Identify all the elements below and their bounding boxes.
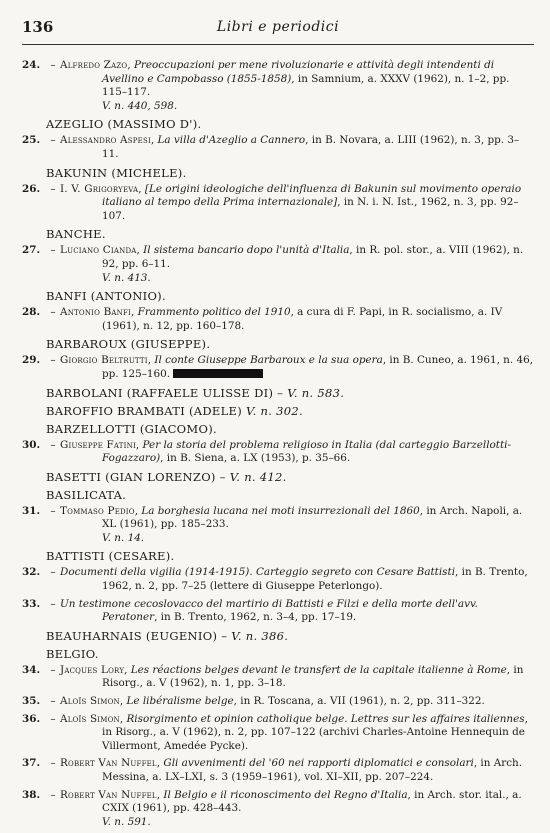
entry-publication: , in Arch. Napoli, a. XL (1961), pp. 185–233. bbox=[102, 504, 523, 531]
bibliography-entry: 35. – Aloïs Simon, Le libéralisme belge, in R. Toscana, a. VII (1961), n. 2, pp. 311–322. bbox=[22, 695, 485, 708]
bibliography-entry: 24. – Alfredo Zazo, Preoccupazioni per mene rivoluzionarie e attività degli intendenti di Avellino e Campobasso (1855-1858), in Samnium, a. XXXV (1962), n. 1–2, pp. 115–117. V. n. 440, 598. bbox=[22, 59, 510, 112]
entry-number: 33. bbox=[22, 597, 41, 610]
cross-reference: V. n. 386. bbox=[231, 628, 289, 643]
cross-reference: V. n. 14. bbox=[102, 531, 145, 544]
entry-author: Antonio Banfi bbox=[60, 306, 132, 319]
subject-heading bbox=[22, 422, 534, 436]
entry-dash: – bbox=[50, 597, 56, 610]
entry-publication: , in Arch. Messina, a. LX–LXI, s. 3 (1959–1961), vol. XI–XII, pp. 207–224. bbox=[102, 757, 523, 783]
entry-dash: – bbox=[50, 354, 56, 367]
redacted-mark bbox=[173, 369, 263, 378]
entry-publication: , in B. Siena, a. LX (1953), p. 35–66. bbox=[160, 452, 351, 465]
entry-dash: – bbox=[50, 59, 56, 71]
entry-number: 29. bbox=[22, 354, 41, 367]
entry-dash: – bbox=[50, 566, 56, 579]
page-number: 136 bbox=[22, 18, 54, 36]
entry-title: Per la storia del problema religioso in Italia (dal carteggio Barzellotti-Fogazzaro) bbox=[102, 438, 511, 465]
entry-dash: – bbox=[50, 244, 56, 257]
subject-heading bbox=[22, 386, 534, 400]
entry-number: 27. bbox=[22, 244, 41, 257]
subject-heading bbox=[22, 337, 534, 351]
entry-author: Giorgio Beltrutti bbox=[60, 354, 148, 367]
bibliography-entry: 37. – Robert Van Nuffel, Gli avvenimenti del '60 nei rapporti diplomatici e consolari, in Arch. Messina, a. LX–LXI, s. 3 (1959–1961), vol. XI–XII, pp. 207–224. bbox=[22, 757, 523, 783]
subject-heading bbox=[22, 227, 534, 241]
heading-text: BASETTI (GIAN LORENZO) – bbox=[46, 469, 226, 484]
page bbox=[22, 18, 534, 833]
heading-text: BANFI (ANTONIO). bbox=[46, 289, 166, 304]
bibliography-entry: 30. – Giuseppe Fatini, Per la storia del problema religioso in Italia (dal carteggio Barzellotti-Fogazzaro), in B. Siena, a. LX (1953), p. 35–66. bbox=[22, 438, 511, 465]
entry-publication: , in R. pol. stor., a. VIII (1962), n. 92, pp. 6–11. bbox=[102, 244, 524, 270]
heading-text: BAKUNIN (MICHELE). bbox=[46, 165, 187, 180]
subject-heading bbox=[22, 404, 534, 418]
cross-reference: V. n. 583. bbox=[287, 385, 345, 400]
entry-author: I. V. Grigoryeva bbox=[60, 182, 139, 195]
entry-title: Le libéralisme belge bbox=[126, 695, 234, 708]
entry-publication: , in R. Toscana, a. VII (1961), n. 2, pp. 311–322. bbox=[233, 695, 485, 708]
entry-author: Alfredo Zazo bbox=[60, 59, 128, 71]
entry-number: 31. bbox=[22, 504, 41, 517]
entry-title: Preoccupazioni per mene rivoluzionarie e attività degli intendenti di Avellino e Campobasso (1855-1858) bbox=[102, 59, 495, 85]
entry-number: 30. bbox=[22, 438, 41, 451]
entry-number: 35. bbox=[22, 695, 41, 708]
entry-publication: , in B. Cuneo, a. 1961, n. 46, pp. 125–160. bbox=[102, 354, 533, 380]
entry-author: Tommaso Pedio bbox=[60, 504, 135, 517]
entry-author: Alessandro Aspesi bbox=[60, 134, 151, 147]
entry-author: Aloïs Simon bbox=[60, 695, 120, 708]
heading-text: BANCHE. bbox=[46, 227, 106, 242]
subject-heading bbox=[22, 629, 534, 643]
bibliography-entry: 31. – Tommaso Pedio, La borghesia lucana nei moti insurrezionali del 1860, in Arch. Napoli, a. XL (1961), pp. 185–233. V. n. 14. bbox=[22, 504, 523, 544]
entry-dash: – bbox=[50, 788, 56, 801]
entry-title: Les réactions belges devant le transfert de la capitale italienne à Rome bbox=[130, 663, 507, 676]
entry-author: Luciano Cianda bbox=[60, 244, 137, 257]
entry-author: Robert Van Nuffel bbox=[60, 757, 157, 770]
heading-text: BATTISTI (CESARE). bbox=[46, 549, 175, 564]
bibliography-entry: 34. – Jacques Lory, Les réactions belges devant le transfert de la capitale italienne à Rome, in Risorg., a. V (1962), n. 1, pp. 3–18. bbox=[22, 663, 524, 690]
bibliography-entry bbox=[22, 598, 534, 625]
entry-title: Il Belgio e il riconoscimento del Regno d'Italia bbox=[163, 788, 408, 801]
heading-text: BASILICATA. bbox=[46, 487, 127, 502]
entry-publication: , in B. Trento, 1962, n. 2, pp. 7–25 (lettere di Giuseppe Peterlongo). bbox=[102, 566, 528, 593]
entry-dash: – bbox=[50, 663, 56, 676]
bibliography-entry: 26. – I. V. Grigoryeva, [Le origini ideologiche dell'influenza di Bakunin sul movimento operaio italiano al tempo della Prima internazionale], in N. i. N. Ist., 1962, n. 3, pp. 92–107. bbox=[22, 182, 522, 222]
entry-number: 38. bbox=[22, 788, 41, 801]
entry-dash: – bbox=[50, 438, 56, 451]
cross-reference: V. n. 413. bbox=[102, 271, 151, 284]
entry-publication: , in Samnium, a. XXXV (1962), n. 1–2, pp. 115–117. bbox=[102, 72, 510, 99]
cross-reference: V. n. 440, 598. bbox=[102, 99, 178, 112]
entry-title: Documenti della vigilia (1914-1915). Carteggio segreto con Cesare Battisti bbox=[60, 566, 456, 579]
entry-title: Il conte Giuseppe Barbaroux e la sua opera bbox=[154, 354, 383, 367]
bibliography-entry: 28. – Antonio Banfi, Frammento politico del 1910, a cura di F. Papi, in R. socialismo, a. IV (1961), n. 12, pp. 160–178. bbox=[22, 306, 503, 332]
entry-number: 25. bbox=[22, 134, 41, 147]
subject-heading bbox=[22, 647, 534, 661]
entry-title: La borghesia lucana nei moti insurrezionali del 1860 bbox=[141, 504, 420, 517]
entry-publication: , in N. i. N. Ist., 1962, n. 3, pp. 92–107. bbox=[102, 196, 519, 222]
entry-author: Giuseppe Fatini bbox=[60, 438, 136, 451]
entry-dash: – bbox=[50, 504, 56, 517]
entry-number: 28. bbox=[22, 306, 41, 319]
heading-text: BELGIO. bbox=[46, 646, 99, 661]
heading-text: BARZELLOTTI (GIACOMO). bbox=[46, 421, 217, 436]
bibliography-entry: 29. – Giorgio Beltrutti, Il conte Giuseppe Barbaroux e la sua opera, in B. Cuneo, a. 1961, n. 46, pp. 125–160. bbox=[22, 354, 533, 380]
entry-dash: – bbox=[50, 712, 56, 725]
entry-number: 34. bbox=[22, 663, 41, 676]
entry-author: Aloïs Simon bbox=[60, 712, 120, 725]
bibliography-entry: 36. – Aloïs Simon, Risorgimento et opinion catholique belge. Lettres sur les affaires italiennes, in Risorg., a. V (1962), n. 2, pp. 107–122 (archivi Charles-Antoine Hennequin de Villermont, Amedée Pycke). bbox=[22, 712, 528, 752]
subject-heading bbox=[22, 549, 534, 563]
entry-title: Il sistema bancario dopo l'unità d'Italia bbox=[143, 244, 350, 257]
entry-title: Gli avvenimenti del '60 nei rapporti diplomatici e consolari bbox=[163, 757, 474, 770]
entry-number: 36. bbox=[22, 712, 41, 725]
entry-number: 26. bbox=[22, 182, 41, 195]
entry-author: Robert Van Nuffel bbox=[60, 788, 157, 801]
heading-text: AZEGLIO (MASSIMO D'). bbox=[46, 117, 202, 132]
bibliography-entry: 27. – Luciano Cianda, Il sistema bancario dopo l'unità d'Italia, in R. pol. stor., a. VIII (1962), n. 92, pp. 6–11. V. n. 413. bbox=[22, 244, 524, 284]
entry-publication: , in Risorg., a. V (1962), n. 1, pp. 3–18. bbox=[102, 663, 524, 690]
entry-number: 32. bbox=[22, 566, 41, 579]
entry-publication: , in Arch. stor. ital., a. CXIX (1961), pp. 428–443. bbox=[102, 788, 522, 815]
heading-text: BEAUHARNAIS (EUGENIO) – bbox=[46, 628, 228, 643]
heading-text: BARBAROUX (GIUSEPPE). bbox=[46, 337, 211, 352]
cross-reference: V. n. 412. bbox=[229, 469, 287, 484]
entry-dash: – bbox=[50, 134, 56, 147]
entry-dash: – bbox=[50, 695, 56, 708]
cross-reference: V. n. 302. bbox=[246, 403, 303, 418]
entry-dash: – bbox=[50, 306, 56, 319]
bibliography-entry: 25. – Alessandro Aspesi, La villa d'Azeglio a Cannero, in B. Novara, a. LIII (1962), n. 3, pp. 3–11. bbox=[22, 134, 520, 160]
entry-title: La villa d'Azeglio a Cannero bbox=[157, 134, 306, 147]
entry-title: Frammento politico del 1910 bbox=[137, 306, 291, 319]
entry-publication: , in B. Novara, a. LIII (1962), n. 3, pp. 3–11. bbox=[102, 134, 520, 160]
entry-title: Un testimone cecoslovacco del martirio di Battisti e Filzi e della morte dell'avv. Peratoner bbox=[60, 597, 478, 624]
bibliography-entry: 38. – Robert Van Nuffel, Il Belgio e il riconoscimento del Regno d'Italia, in Arch. stor. ital., a. CXIX (1961), pp. 428–443. V. n. 591. bbox=[22, 788, 522, 828]
bibliography-list bbox=[22, 59, 534, 829]
cross-reference: V. n. 591. bbox=[102, 815, 151, 828]
subject-heading bbox=[22, 289, 534, 303]
heading-text: BAROFFIO BRAMBATI (ADELE) bbox=[46, 403, 243, 418]
page-header bbox=[22, 18, 534, 45]
entry-title: [Le origini ideologiche dell'influenza di Bakunin sul movimento operaio italiano al tempo della Prima internazionale] bbox=[102, 182, 522, 209]
bibliography-entry bbox=[22, 566, 534, 593]
subject-heading bbox=[22, 470, 534, 484]
entry-dash: – bbox=[50, 757, 56, 770]
entry-author: Jacques Lory bbox=[60, 663, 125, 676]
entry-publication: , in Risorg., a. V (1962), n. 2, pp. 107–122 (archivi Charles-Antoine Hennequin de Villermont, Amedée Pycke). bbox=[102, 712, 528, 752]
heading-text: BARBOLANI (RAFFAELE ULISSE DI) – bbox=[46, 385, 284, 400]
entry-title: Risorgimento et opinion catholique belge. Lettres sur les affaires italiennes bbox=[126, 712, 525, 725]
running-title: Libri e periodici bbox=[216, 19, 340, 35]
subject-heading bbox=[22, 166, 534, 180]
entry-number: 37. bbox=[22, 757, 41, 770]
subject-heading bbox=[22, 488, 534, 502]
entry-publication: , in B. Trento, 1962, n. 3–4, pp. 17–19. bbox=[154, 611, 357, 624]
entry-number: 24. bbox=[22, 59, 41, 71]
subject-heading bbox=[22, 117, 534, 131]
entry-dash: – bbox=[50, 182, 56, 195]
entry-publication: , a cura di F. Papi, in R. socialismo, a. IV (1961), n. 12, pp. 160–178. bbox=[102, 306, 503, 332]
